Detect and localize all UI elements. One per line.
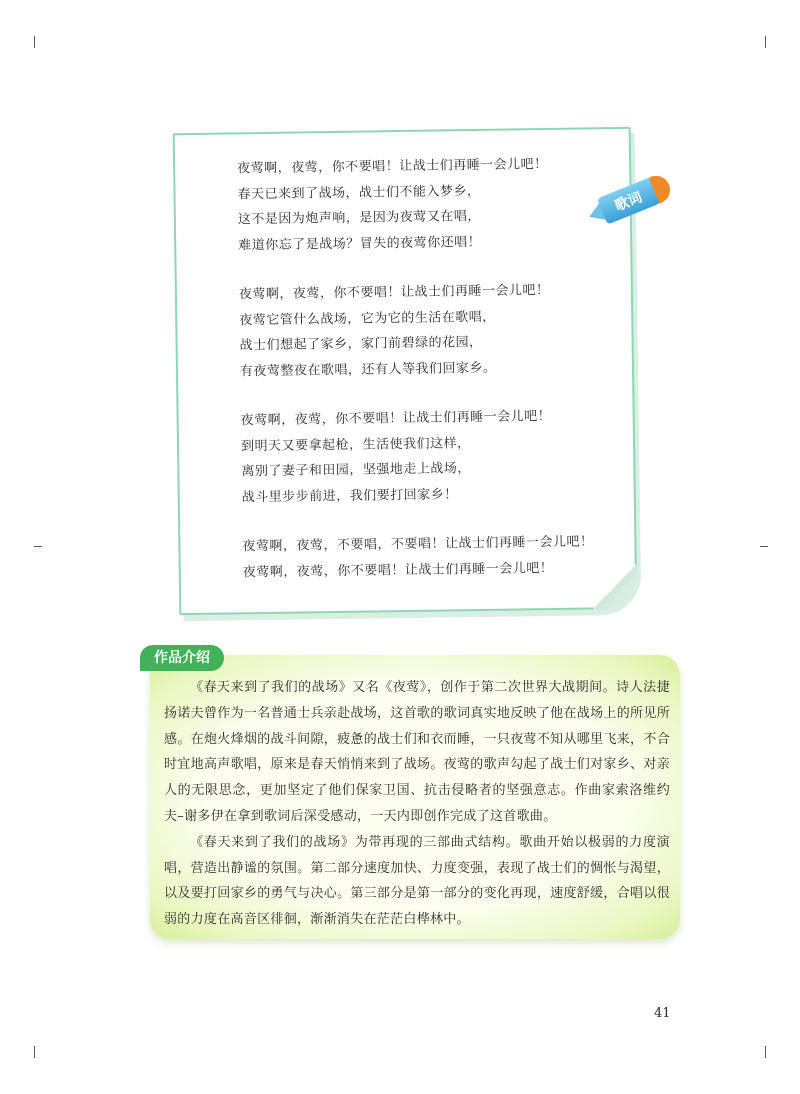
intro-text [164,675,670,933]
lyric-line: 战士们想起了家乡，家门前碧绿的花园， [239,334,483,354]
crop-mark [760,546,768,547]
crop-mark [34,36,35,48]
lyric-line: 夜莺啊，夜莺，你不要唱！让战士们再睡一会儿吧！ [242,560,554,580]
lyric-line: 春天已来到了战场，战士们不能入梦乡， [237,183,481,202]
lyric-line: 夜莺啊，夜莺，你不要唱！让战士们再睡一会儿吧！ [237,156,548,177]
page-number: 41 [654,1006,671,1021]
crop-mark [765,1046,766,1058]
lyric-line: 离别了妻子和田园，坚强地走上战场， [241,461,471,480]
lyric-line: 夜莺它管什么战场，它为它的生活在歌唱， [239,309,496,328]
crop-mark [34,546,42,547]
lyric-line: 夜莺啊，夜莺，你不要唱！让战士们再睡一会儿吧！ [238,282,550,303]
lyric-line: 夜莺啊，夜莺，你不要唱！让战士们再睡一会儿吧！ [240,408,552,429]
lyrics-stanza [242,529,623,585]
lyric-line: 夜莺啊，夜莺，不要唱，不要唱！让战士们再睡一会儿吧！ [242,534,594,555]
lyrics-stanza [239,277,620,384]
lyrics-tag-label: 歌词 [612,189,645,215]
lyric-line: 难道你忘了是战场？冒失的夜莺你还唱！ [238,234,482,253]
lyrics-text [237,151,623,585]
intro-section-tab: 作品介绍 [140,645,224,671]
lyric-line: 有夜莺整夜在歌唱，还有人等我们回家乡。 [239,360,497,379]
lyrics-stanza [237,151,618,258]
crop-mark [34,1046,35,1058]
lyric-line: 到明天又要拿起枪，生活使我们这样， [240,435,471,454]
lyric-line: 战斗里步步前进，我们要打回家乡！ [241,486,458,505]
lyrics-stanza [241,403,622,510]
lyric-line: 这不是因为炮声响，是因为夜莺又在唱， [237,208,481,228]
intro-paragraph: 《春天来到了我们的战场》为带再现的三部曲式结构。歌曲开始以极弱的力度演唱，营造出静谧的氛围。第二部分速度加快、力度变强，表现了战士们的惆怅与渴望，以及要打回家乡的勇气与决心。第三部分是第一部分的变化再现，速度舒缓，合唱以很弱的力度在高音区徘徊，渐渐消失在茫茫白桦林中。 [164,834,670,928]
lyrics-card [173,127,638,615]
intro-paragraph: 《春天来到了我们的战场》又名《夜莺》，创作于第二次世界大战期间。诗人法捷扬诺夫曾作为一名普通士兵亲赴战场，这首歌的歌词真实地反映了他在战场上的所见所感。在炮火烽烟的战斗间隙，疲惫的战士们和衣而睡，一只夜莺不知从哪里飞来，不合时宜地高声歌唱，原来是春天悄悄来到了战场。夜莺的歌声勾起了战士们对家乡、对亲人的无限思念，更加坚定了他们保家卫国、抗击侵略者的坚强意志。作曲家索洛维约夫–谢多伊在拿到歌词后深受感动，一天内即创作完成了这首歌曲。 [164,680,670,824]
intro-box [150,655,680,939]
crop-mark [765,36,766,48]
